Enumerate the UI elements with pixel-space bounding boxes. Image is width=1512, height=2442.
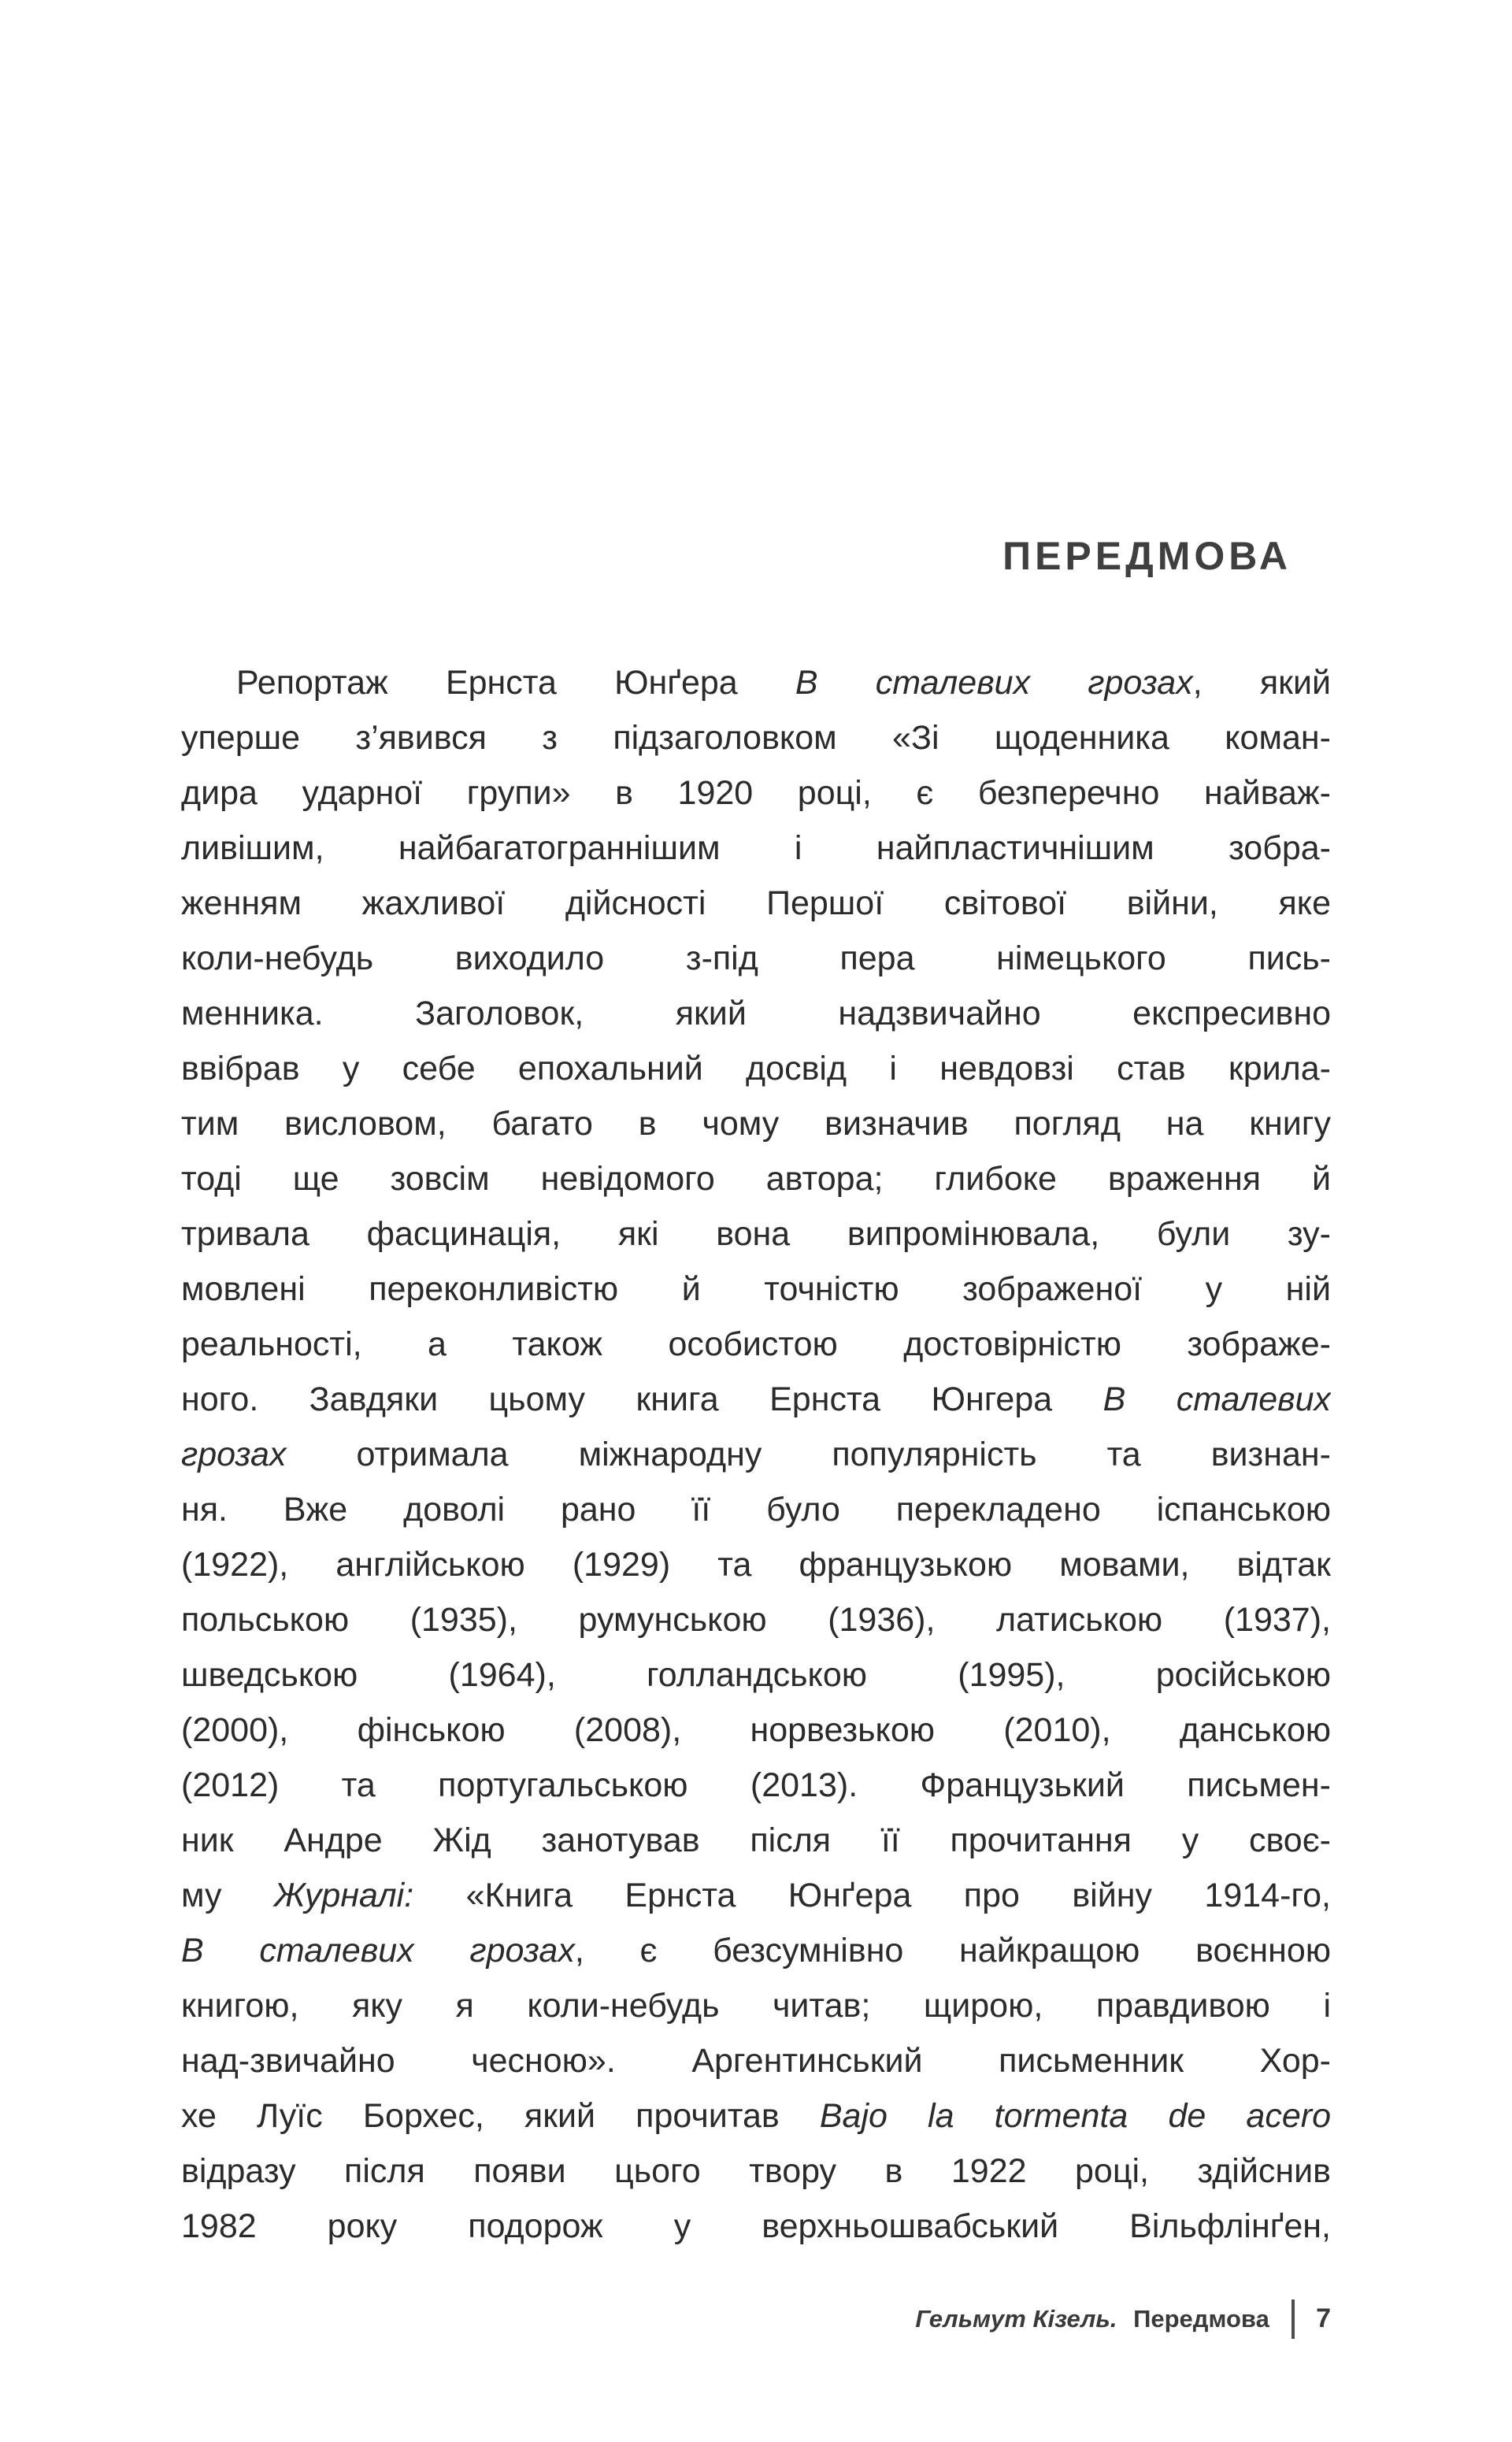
text-run: тим висловом, багато в чому визначив погляд на книгу [181, 1105, 1331, 1143]
text-line [181, 655, 1331, 710]
text-run: му [181, 1877, 274, 1914]
text-line [181, 1317, 1331, 1372]
text-line [181, 2144, 1331, 2199]
text-line [181, 1537, 1331, 1592]
text-line [181, 1372, 1331, 1427]
text-run: коли-небудь виходило з-під пера німецького пись- [181, 939, 1331, 977]
page-title: ПЕРЕДМОВА [1002, 534, 1292, 578]
text-run: «Книга Ернста Юнґера про війну 1914-го, [413, 1877, 1331, 1914]
text-run: 1982 року подорож у верхньошвабський Вільфлінґен, [181, 2207, 1331, 2245]
text-run: уперше з’явився з підзаголовком «Зі щоденника коман- [181, 719, 1331, 757]
text-line [181, 710, 1331, 765]
text-run: польською (1935), румунською (1936), латиською (1937), [181, 1601, 1331, 1639]
text-run: , є безсумнівно найкращою воєнною [574, 1932, 1331, 1970]
text-run: реальності, а також особистою достовірністю зображе- [181, 1325, 1331, 1363]
text-line [181, 1923, 1331, 1978]
italic-text-run: В сталевих грозах [795, 664, 1193, 702]
text-run: (1922), англійською (1929) та французькою мовами, відтак [181, 1546, 1331, 1584]
italic-text-run: В сталевих [1102, 1380, 1331, 1418]
text-run: менника. Заголовок, який надзвичайно експресивно [181, 995, 1331, 1032]
text-run: відразу після появи цього твору в 1922 році, здійснив [181, 2152, 1331, 2190]
text-line [181, 765, 1331, 821]
text-line [181, 1813, 1331, 1868]
text-line [181, 1206, 1331, 1262]
text-line [181, 1703, 1331, 1758]
text-run: (2000), фінською (2008), норвезькою (2010), данською [181, 1711, 1331, 1749]
text-line [181, 2088, 1331, 2144]
text-line [181, 1758, 1331, 1813]
text-run: отримала міжнародну популярність та визнан- [286, 1436, 1331, 1473]
text-run: , який [1192, 664, 1331, 702]
italic-text-run: В сталевих грозах [181, 1932, 575, 1970]
text-run: книгою, яку я коли-небудь читав; щирою, правдивою і [181, 1987, 1331, 2025]
text-line [181, 1041, 1331, 1096]
text-line [181, 821, 1331, 876]
text-line [181, 931, 1331, 986]
text-run: ня. Вже доволі рано її було перекладено іспанською [181, 1491, 1331, 1529]
text-line [181, 1647, 1331, 1703]
text-run: тривала фасцинація, які вона випромінювала, були зу- [181, 1215, 1331, 1253]
page-number: 7 [1316, 2303, 1331, 2333]
text-run: ливішим, найбагатограннішим і найпластичнішим зобра- [181, 829, 1331, 867]
body-text [181, 655, 1331, 2254]
text-run: женням жахливої дійсності Першої світової війни, яке [181, 884, 1331, 922]
page-footer [181, 2296, 1331, 2341]
text-run: дира ударної групи» в 1920 році, є безперечно найваж- [181, 774, 1331, 812]
footer-author: Гельмут Кізель. [915, 2305, 1117, 2333]
text-line [181, 1427, 1331, 1482]
text-line [181, 2199, 1331, 2254]
text-run: (2012) та португальською (2013). Французький письмен- [181, 1766, 1331, 1804]
footer-section: Передмова [1133, 2305, 1269, 2333]
text-line [181, 876, 1331, 931]
italic-text-run: грозах [181, 1436, 287, 1473]
text-run: над-звичайно чесною». Аргентинський письменник Хор- [181, 2042, 1331, 2080]
text-line [181, 2033, 1331, 2088]
text-run: хе Луїс Борхес, який прочитав [181, 2097, 820, 2135]
footer-divider [1292, 2299, 1295, 2339]
text-line [181, 1262, 1331, 1317]
text-run: Репортаж Ернста Юнґера [236, 664, 795, 702]
text-line [181, 1151, 1331, 1206]
text-line [181, 1592, 1331, 1647]
text-run: тоді ще зовсім невідомого автора; глибоке враження й [181, 1160, 1331, 1198]
text-line [181, 986, 1331, 1041]
text-run: шведською (1964), голландською (1995), російською [181, 1656, 1331, 1694]
text-run: ник Андре Жід занотував після її прочитання у своє- [181, 1821, 1331, 1859]
text-run: мовлені переконливістю й точністю зображеної у ній [181, 1270, 1331, 1308]
text-line [181, 1868, 1331, 1923]
italic-text-run: Bajo la tormenta de acero [819, 2097, 1331, 2135]
italic-text-run: Журналі: [273, 1877, 414, 1914]
text-line [181, 1096, 1331, 1151]
text-line [181, 1978, 1331, 2033]
text-run: ного. Завдяки цьому книга Ернста Юнгера [181, 1380, 1103, 1418]
text-run: ввібрав у себе епохальний досвід і невдовзі став крила- [181, 1050, 1331, 1088]
text-line [181, 1482, 1331, 1537]
